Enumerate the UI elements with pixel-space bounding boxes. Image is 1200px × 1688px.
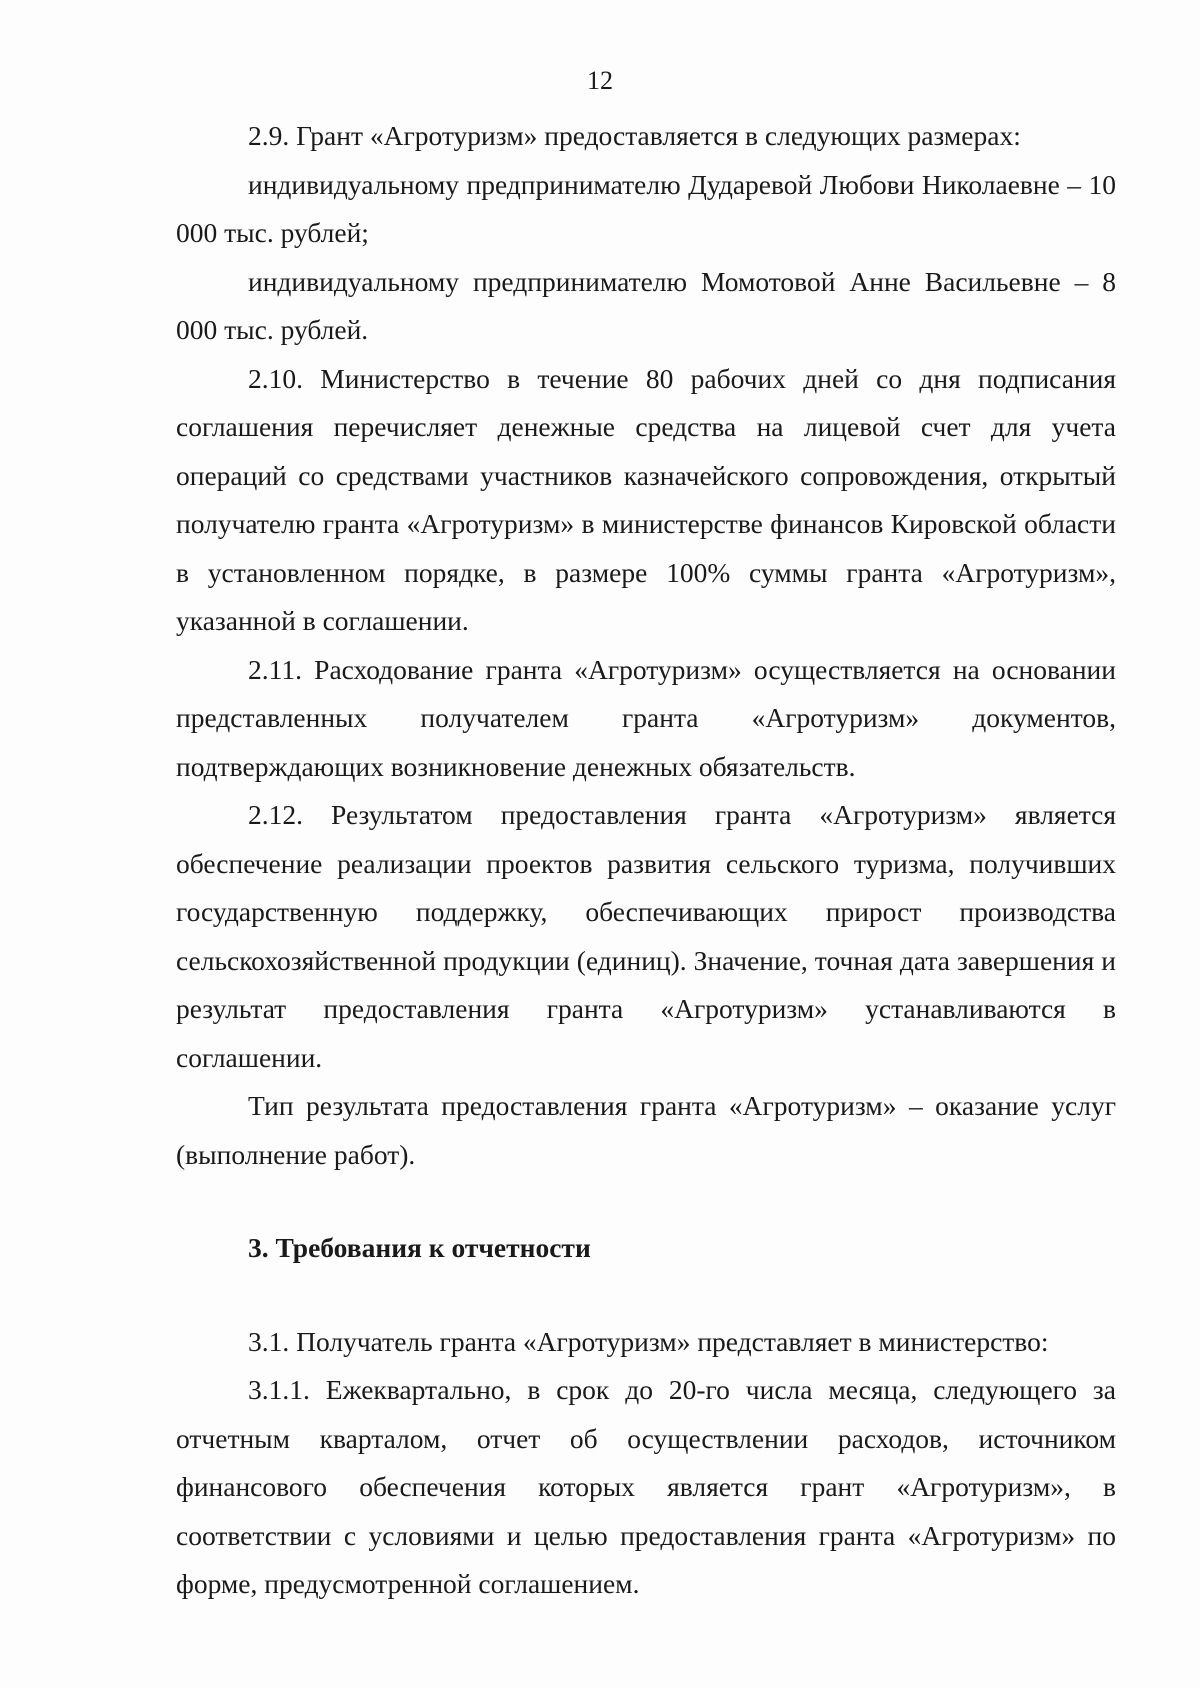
paragraph-3-1-1: 3.1.1. Ежеквартально, в срок до 20-го числа месяца, следующего за отчетным кварталом, отчет об осуществлении расходов, источником финансового обеспечения которых является грант «Агротуризм», в соответствии с условиями и целью предоставления гранта «Агротуризм» по форме, предусмотренной соглашением. xyxy=(176,1374,1116,1599)
paragraph-2-10: 2.10. Министерство в течение 80 рабочих дней со дня подписания соглашения перечисляет денежные средства на лицевой счет для учета операций со средствами участников казначейского сопровождения, открытый получателю гранта «Агротуризм» в министерстве финансов Кировской области в установленном порядке, в размере 100% суммы гранта «Агротуризм», указанной в соглашении. xyxy=(176,362,1116,636)
paragraph-result-type: Тип результата предоставления гранта «Агротуризм» – оказание услуг (выполнение работ). xyxy=(176,1090,1116,1170)
section-3-heading: 3. Требования к отчетности xyxy=(248,1232,591,1263)
paragraph-grant-dudareva: индивидуальному предпринимателю Дударевой Любови Николаевне – 10 000 тыс. рублей; xyxy=(176,168,1116,248)
paragraph-grant-momotova: индивидуальному предпринимателю Момотовой Анне Васильевне – 8 000 тыс. рублей. xyxy=(176,265,1116,345)
paragraph-2-11: 2.11. Расходование гранта «Агротуризм» осуществляется на основании представленных получателем гранта «Агротуризм» документов, подтверждающих возникновение денежных обязательств. xyxy=(176,653,1116,782)
document-body xyxy=(176,112,1116,1609)
page-number: 12 xyxy=(587,66,613,95)
paragraph-3-1: 3.1. Получатель гранта «Агротуризм» представляет в министерство: xyxy=(248,1325,1049,1357)
paragraph-2-12: 2.12. Результатом предоставления гранта «Агротуризм» является обеспечение реализации проектов развития сельского туризма, получивших государственную поддержку, обеспечивающих прирост производства сельскохозяйственной продукции (единиц). Значение, точная дата завершения и результат предоставления гранта «Агротуризм» устанавливаются в соглашении. xyxy=(176,799,1116,1073)
paragraph-2-9: 2.9. Грант «Агротуризм» предоставляется в следующих размерах: xyxy=(248,120,1021,151)
